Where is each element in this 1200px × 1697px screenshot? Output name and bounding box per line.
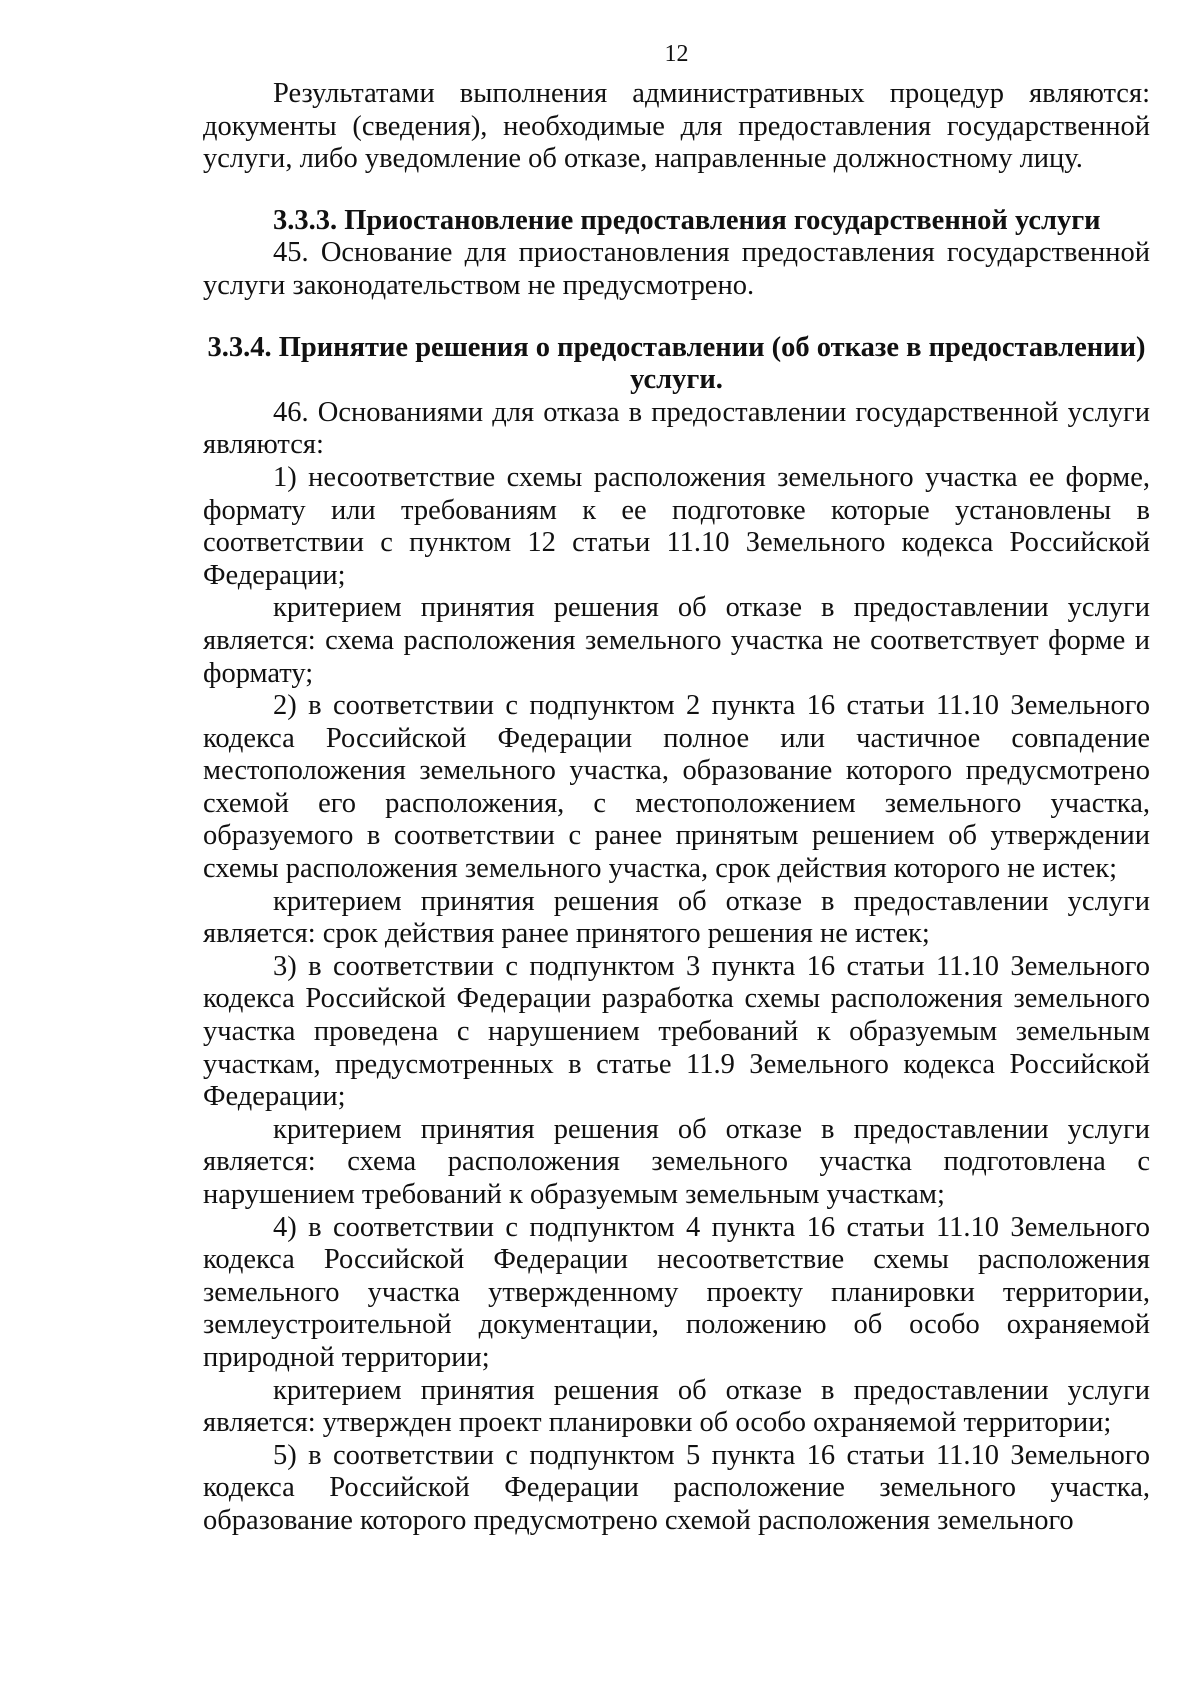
item-1-paragraph: 1) несоответствие схемы расположения земельного участка ее форме, формату или требованиям к ее подготовке которые установлены в соответствии с пунктом 12 статьи 11.10 Земельного кодекса Российской Федерации; — [203, 461, 1150, 591]
item-4-criterion: критерием принятия решения об отказе в предоставлении услуги является: утвержден проект планировки об особо охраняемой территории; — [203, 1374, 1150, 1439]
item-2-criterion: критерием принятия решения об отказе в предоставлении услуги является: срок действия ранее принятого решения не истек; — [203, 885, 1150, 950]
paragraph-46: 46. Основаниями для отказа в предоставлении государственной услуги являются: — [203, 396, 1150, 461]
item-5-paragraph: 5) в соответствии с подпунктом 5 пункта 16 статьи 11.10 Земельного кодекса Российской Федерации расположение земельного участка, образование которого предусмотрено схемой расположения земельного — [203, 1439, 1150, 1536]
page-number: 12 — [664, 41, 689, 67]
paragraph-45: 45. Основание для приостановления предоставления государственной услуги законодательством не предусмотрено. — [203, 237, 1150, 301]
section-3-3-4-heading: 3.3.4. Принятие решения о предоставлении (об отказе в предоставлении) услуги. — [207, 331, 1146, 396]
item-1-criterion: критерием принятия решения об отказе в предоставлении услуги является: схема расположения земельного участка не соответствует форме и формату; — [203, 592, 1150, 689]
section-3-3-3-heading: 3.3.3. Приостановление предоставления государственной услуги — [273, 204, 1101, 236]
intro-paragraph: Результатами выполнения административных процедур являются: документы (сведения), необходимые для предоставления государственной услуги, либо уведомление об отказе, направленные должностному лицу. — [203, 78, 1150, 175]
item-2-paragraph: 2) в соответствии с подпунктом 2 пункта 16 статьи 11.10 Земельного кодекса Российской Федерации полное или частичное совпадение местоположения земельного участка, образование которого предусмотрено схемой его расположения, с местоположением земельного участка, образуемого в соответствии с ранее принятым решением об утверждении схемы расположения земельного участка, срок действия которого не истек; — [203, 690, 1150, 885]
document-page — [203, 38, 1150, 1538]
item-3-criterion: критерием принятия решения об отказе в предоставлении услуги является: схема расположения земельного участка подготовлена с нарушением требований к образуемым земельным участкам; — [203, 1113, 1150, 1210]
item-3-paragraph: 3) в соответствии с подпунктом 3 пункта 16 статьи 11.10 Земельного кодекса Российской Федерации разработка схемы расположения земельного участка проведена с нарушением требований к образуемым земельным участкам, предусмотренных в статье 11.9 Земельного кодекса Российской Федерации; — [203, 950, 1150, 1113]
item-4-paragraph: 4) в соответствии с подпунктом 4 пункта 16 статьи 11.10 Земельного кодекса Российской Федерации несоответствие схемы расположения земельного участка утвержденному проекту планировки территории, землеустроительной документации, положению об особо охраняемой природной территории; — [203, 1211, 1150, 1373]
